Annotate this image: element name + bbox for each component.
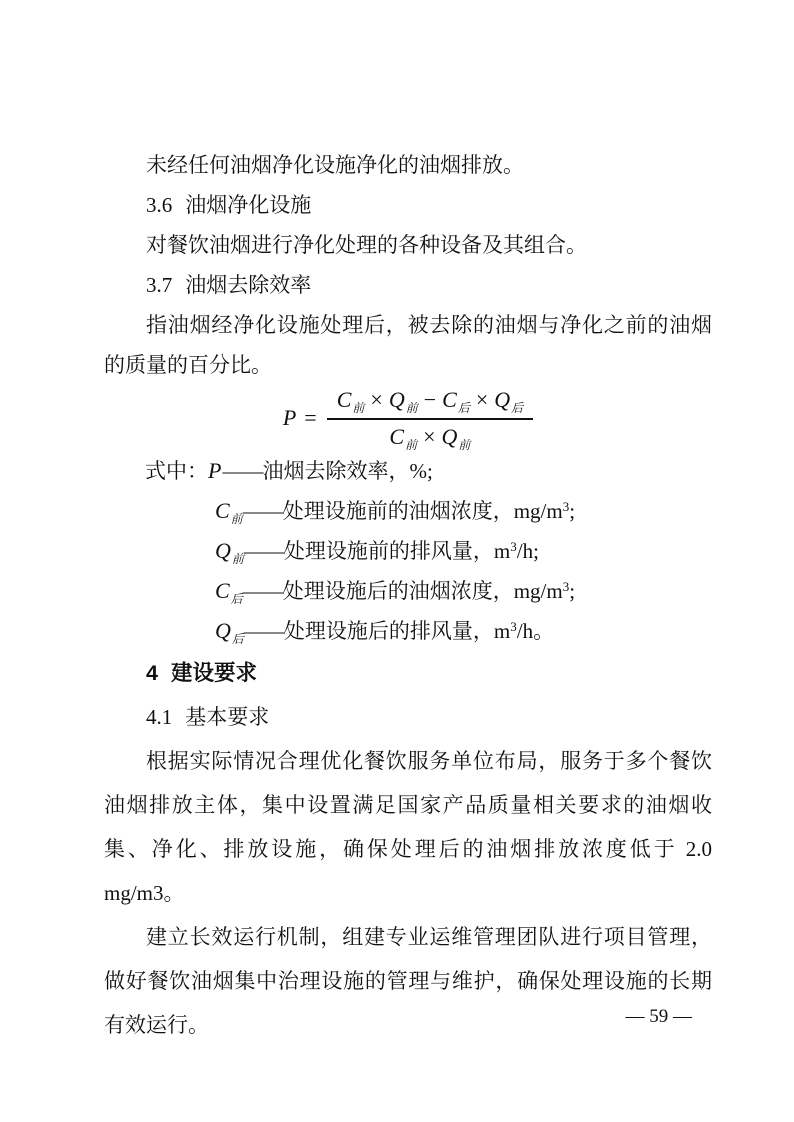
heading-4 [104, 651, 712, 695]
paragraph-4-1-basic-requirements: 根据实际情况合理优化餐饮服务单位布局，服务于多个餐饮油烟排放主体，集中设置满足国家产品质量相关要求的油烟收集、净化、排放设施，确保处理后的油烟排放浓度低于 2.0 mg/m3。 [104, 749, 712, 905]
term-definition-Q-before: $Q_前——$处理设施前的排风量，$m^3/h$; [215, 538, 539, 566]
heading-4-number: 4 [146, 661, 158, 685]
formula-lhs: P [282, 405, 297, 430]
heading-3-6 [104, 185, 712, 225]
paragraph-4-1-operation-mechanism: 建立长效运行机制，组建专业运维管理团队进行项目管理，做好餐饮油烟集中治理设施的管理与维护，确保处理设施的长期有效运行。 [104, 925, 712, 1037]
page-number: — 59 — [625, 1006, 692, 1027]
paragraph-3-7-definition: 指油烟经净化设施处理后，被去除的油烟与净化之前的油烟的质量的百分比。 [104, 313, 712, 377]
term-definition-P: 式中：P——油烟去除效率，%; [145, 458, 433, 483]
heading-3-7 [104, 265, 712, 305]
document-body [104, 145, 712, 1047]
heading-3-7-number: 3.7 [146, 273, 173, 297]
multiply-sign: × [370, 386, 383, 412]
where-intro: 式中： [145, 459, 208, 483]
multiply-sign: × [423, 423, 436, 449]
minus-sign: − [423, 386, 437, 412]
formula-term-definitions [104, 451, 712, 651]
heading-4-1 [104, 695, 712, 739]
term-definition-Q-after: $Q_后——$处理设施后的排风量，$m^3/h$。 [215, 618, 555, 646]
formula-equals-sign: = [304, 405, 317, 430]
paragraph-3-6-definition: 对餐饮油烟进行净化处理的各种设备及其组合。 [146, 233, 587, 257]
term-definition-C-before: $C_前——$处理设施前的油烟浓度，$mg/m^3$; [215, 498, 576, 526]
heading-3-7-title: 油烟去除效率 [185, 273, 312, 297]
formula-fraction [327, 387, 533, 450]
formula-denominator: $C_前 \times Q_前$ [389, 423, 471, 452]
heading-3-6-title: 油烟净化设施 [185, 193, 312, 217]
heading-4-1-title: 基本要求 [185, 705, 270, 729]
heading-3-6-number: 3.6 [146, 193, 173, 217]
heading-4-title: 建设要求 [170, 661, 257, 685]
paragraph-untreated-emission: 未经任何油烟净化设施净化的油烟排放。 [146, 153, 524, 177]
removal-efficiency-formula [104, 385, 712, 451]
multiply-sign: × [475, 386, 489, 412]
heading-4-1-number: 4.1 [146, 705, 173, 729]
formula-numerator: $C_前 \times Q_前 - C_后 \times Q_后$ [327, 387, 533, 420]
term-definition-C-after: $C_后——$处理设施后的油烟浓度，$mg/m^3$; [215, 578, 576, 606]
